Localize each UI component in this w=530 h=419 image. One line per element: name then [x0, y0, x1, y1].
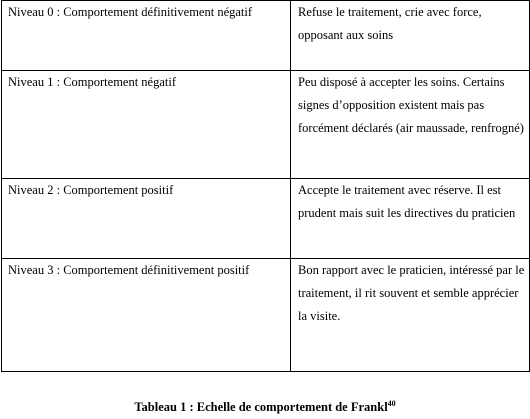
level-cell: Niveau 3 : Comportement définitivement positif — [2, 259, 291, 372]
level-cell: Niveau 0 : Comportement définitivement négatif — [2, 1, 291, 71]
frankl-behavior-scale-table — [1, 0, 530, 372]
table-row — [2, 179, 530, 259]
caption-text: Tableau 1 : Echelle de comportement de Frankl — [134, 400, 388, 414]
caption-reference: 40 — [387, 399, 396, 408]
table-row — [2, 1, 530, 71]
level-cell: Niveau 2 : Comportement positif — [2, 179, 291, 259]
description-cell: Peu disposé à accepter les soins. Certains signes d’opposition existent mais pas forcément déclarés (air maussade, renfrogné) — [291, 71, 530, 179]
description-cell: Bon rapport avec le praticien, intéressé par le traitement, il rit souvent et semble apprécier la visite. — [291, 259, 530, 372]
table-row — [2, 259, 530, 372]
description-cell: Accepte le traitement avec réserve. Il est prudent mais suit les directives du praticien — [291, 179, 530, 259]
description-cell: Refuse le traitement, crie avec force, opposant aux soins — [291, 1, 530, 71]
level-cell: Niveau 1 : Comportement négatif — [2, 71, 291, 179]
table-caption — [0, 399, 530, 415]
table-row — [2, 71, 530, 179]
